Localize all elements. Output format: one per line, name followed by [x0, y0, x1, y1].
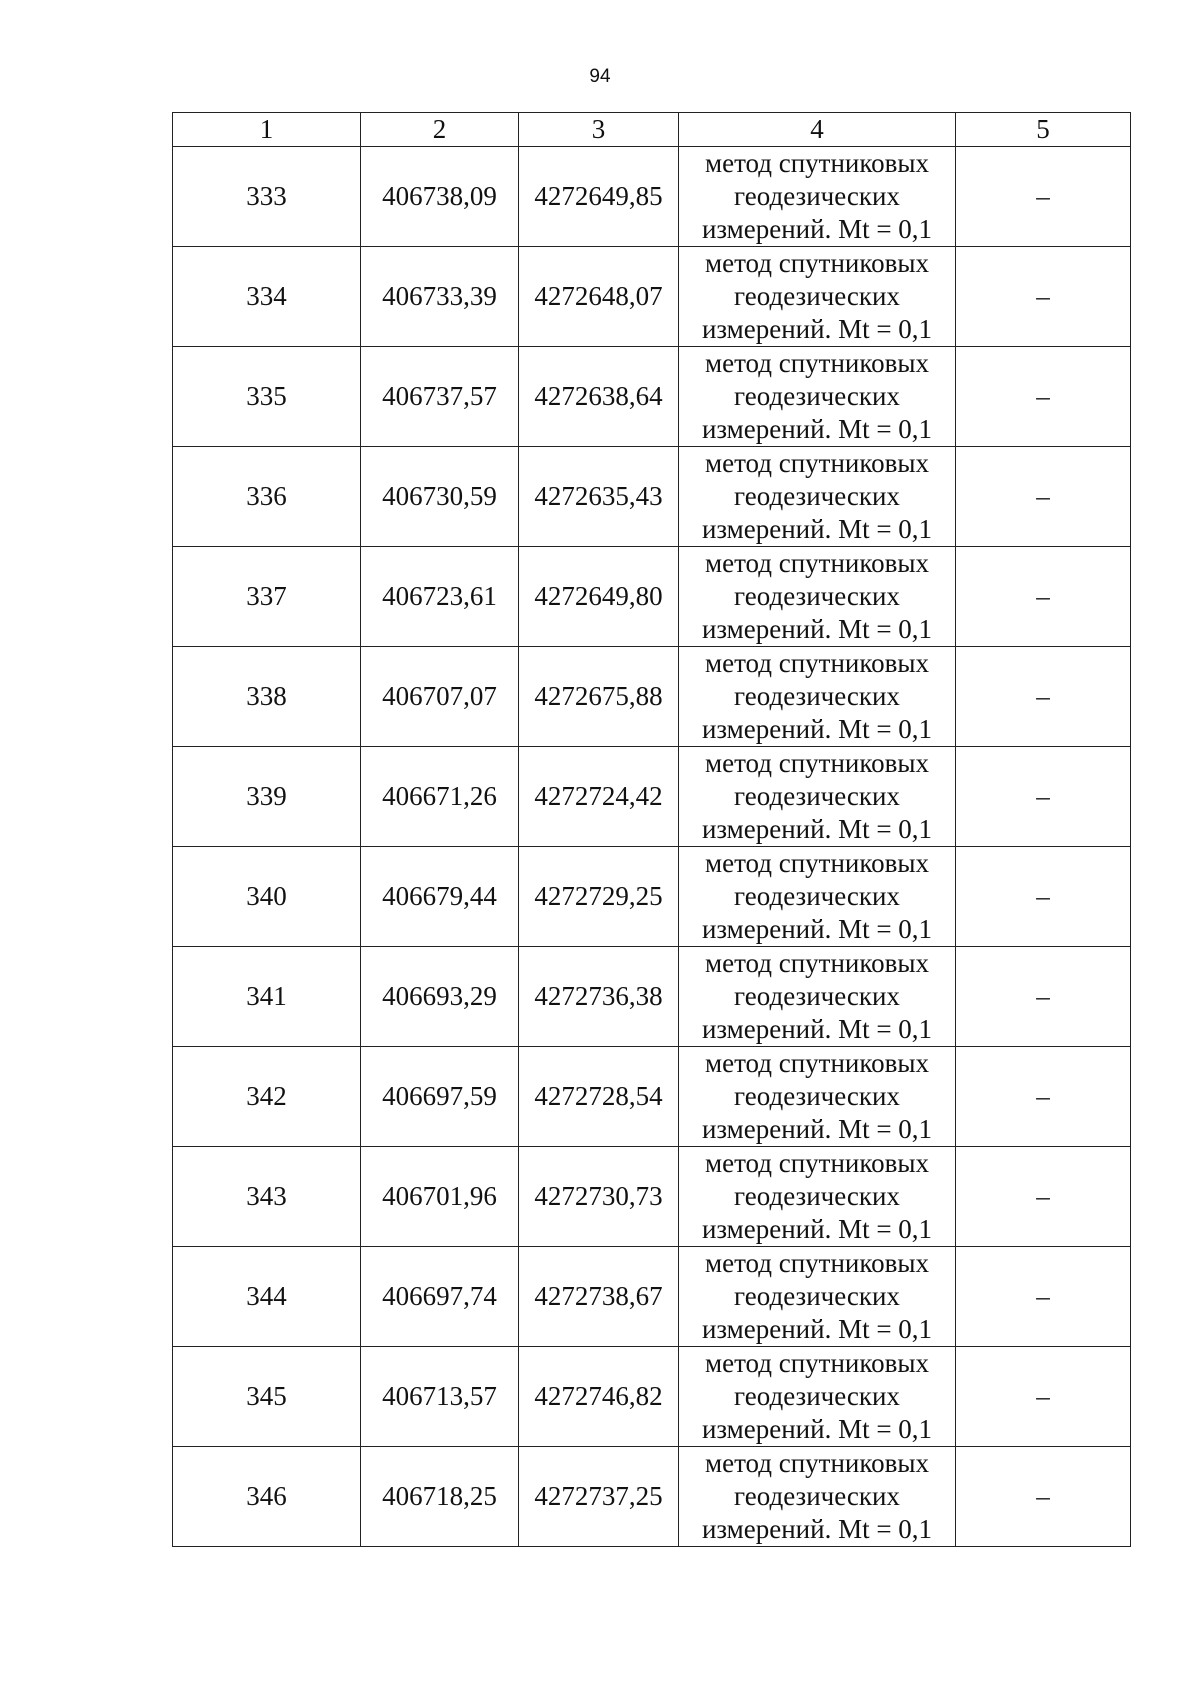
coordinate-y-cell: 4272728,54: [519, 1047, 679, 1147]
method-line: геодезических: [734, 481, 900, 511]
table-row: [173, 247, 1131, 347]
table-row: [173, 747, 1131, 847]
method-cell: [679, 947, 956, 1047]
method-cell: [679, 1347, 956, 1447]
method-line: измерений. Mt = 0,1: [701, 1314, 933, 1344]
method-line: метод спутниковых: [705, 948, 929, 978]
coordinate-x-cell: 406730,59: [361, 447, 519, 547]
method-line: измерений. Mt = 0,1: [701, 414, 933, 444]
method-cell: [679, 547, 956, 647]
method-line: измерений. Mt = 0,1: [701, 1014, 933, 1044]
method-line: измерений. Mt = 0,1: [701, 714, 933, 744]
note-cell: –: [956, 1247, 1131, 1347]
method-line: геодезических: [734, 1081, 900, 1111]
table-row: [173, 1047, 1131, 1147]
table-row: [173, 847, 1131, 947]
point-number-cell: 346: [173, 1447, 361, 1547]
coordinate-y-cell: 4272675,88: [519, 647, 679, 747]
method-line: геодезических: [734, 1181, 900, 1211]
method-line: измерений. Mt = 0,1: [701, 314, 933, 344]
table-row: [173, 347, 1131, 447]
note-cell: –: [956, 547, 1131, 647]
table-row: [173, 147, 1131, 247]
coordinate-y-cell: 4272638,64: [519, 347, 679, 447]
coordinate-y-cell: 4272724,42: [519, 747, 679, 847]
method-line: метод спутниковых: [705, 448, 929, 478]
coordinate-x-cell: 406697,74: [361, 1247, 519, 1347]
method-cell: [679, 347, 956, 447]
method-line: геодезических: [734, 781, 900, 811]
note-cell: –: [956, 1447, 1131, 1547]
method-cell: [679, 147, 956, 247]
table-row: [173, 447, 1131, 547]
method-line: метод спутниковых: [705, 1448, 929, 1478]
coordinate-x-cell: 406697,59: [361, 1047, 519, 1147]
note-cell: –: [956, 147, 1131, 247]
point-number-cell: 333: [173, 147, 361, 247]
method-line: геодезических: [734, 381, 900, 411]
point-number-cell: 336: [173, 447, 361, 547]
header-col-1: 1: [173, 113, 361, 147]
table-header-row: [173, 113, 1131, 147]
table-row: [173, 1147, 1131, 1247]
coordinate-x-cell: 406737,57: [361, 347, 519, 447]
method-line: метод спутниковых: [705, 848, 929, 878]
method-line: геодезических: [734, 581, 900, 611]
point-number-cell: 337: [173, 547, 361, 647]
point-number-cell: 345: [173, 1347, 361, 1447]
method-line: метод спутниковых: [705, 1148, 929, 1178]
method-cell: [679, 1147, 956, 1247]
table-body: [173, 147, 1131, 1547]
method-cell: [679, 1047, 956, 1147]
header-col-4: 4: [679, 113, 956, 147]
note-cell: –: [956, 1347, 1131, 1447]
method-line: геодезических: [734, 1381, 900, 1411]
header-col-5: 5: [956, 113, 1131, 147]
method-line: измерений. Mt = 0,1: [701, 1414, 933, 1444]
method-line: измерений. Mt = 0,1: [701, 1214, 933, 1244]
method-line: геодезических: [734, 981, 900, 1011]
coordinate-y-cell: 4272737,25: [519, 1447, 679, 1547]
coordinate-x-cell: 406679,44: [361, 847, 519, 947]
coordinate-x-cell: 406701,96: [361, 1147, 519, 1247]
point-number-cell: 342: [173, 1047, 361, 1147]
table-row: [173, 1447, 1131, 1547]
method-cell: [679, 647, 956, 747]
method-cell: [679, 447, 956, 547]
coordinate-y-cell: 4272746,82: [519, 1347, 679, 1447]
coordinate-x-cell: 406671,26: [361, 747, 519, 847]
method-line: геодезических: [734, 1281, 900, 1311]
table-row: [173, 1347, 1131, 1447]
point-number-cell: 335: [173, 347, 361, 447]
coordinate-y-cell: 4272635,43: [519, 447, 679, 547]
note-cell: –: [956, 247, 1131, 347]
method-line: измерений. Mt = 0,1: [701, 1514, 933, 1544]
method-line: измерений. Mt = 0,1: [701, 914, 933, 944]
coordinate-y-cell: 4272730,73: [519, 1147, 679, 1247]
method-cell: [679, 747, 956, 847]
point-number-cell: 343: [173, 1147, 361, 1247]
method-cell: [679, 1447, 956, 1547]
coordinate-x-cell: 406693,29: [361, 947, 519, 1047]
table-row: [173, 647, 1131, 747]
coordinate-y-cell: 4272729,25: [519, 847, 679, 947]
method-line: метод спутниковых: [705, 348, 929, 378]
coordinate-x-cell: 406738,09: [361, 147, 519, 247]
method-cell: [679, 847, 956, 947]
method-line: измерений. Mt = 0,1: [701, 1114, 933, 1144]
method-line: измерений. Mt = 0,1: [701, 514, 933, 544]
coordinate-x-cell: 406723,61: [361, 547, 519, 647]
header-col-2: 2: [361, 113, 519, 147]
method-line: метод спутниковых: [705, 1248, 929, 1278]
table-row: [173, 1247, 1131, 1347]
method-line: измерений. Mt = 0,1: [701, 814, 933, 844]
note-cell: –: [956, 1147, 1131, 1247]
method-line: метод спутниковых: [705, 648, 929, 678]
note-cell: –: [956, 947, 1131, 1047]
method-line: измерений. Mt = 0,1: [701, 614, 933, 644]
page-number: 94: [589, 66, 611, 87]
coordinate-x-cell: 406707,07: [361, 647, 519, 747]
method-line: метод спутниковых: [705, 1048, 929, 1078]
coordinate-y-cell: 4272738,67: [519, 1247, 679, 1347]
coordinate-y-cell: 4272648,07: [519, 247, 679, 347]
method-line: метод спутниковых: [705, 548, 929, 578]
method-line: метод спутниковых: [705, 1348, 929, 1378]
method-line: измерений. Mt = 0,1: [701, 214, 933, 244]
note-cell: –: [956, 1047, 1131, 1147]
coordinate-x-cell: 406713,57: [361, 1347, 519, 1447]
method-line: геодезических: [734, 681, 900, 711]
point-number-cell: 339: [173, 747, 361, 847]
method-line: метод спутниковых: [705, 148, 929, 178]
note-cell: –: [956, 447, 1131, 547]
coordinate-y-cell: 4272649,85: [519, 147, 679, 247]
note-cell: –: [956, 747, 1131, 847]
method-line: геодезических: [734, 281, 900, 311]
coordinate-x-cell: 406733,39: [361, 247, 519, 347]
method-line: геодезических: [734, 881, 900, 911]
note-cell: –: [956, 647, 1131, 747]
table-row: [173, 947, 1131, 1047]
point-number-cell: 334: [173, 247, 361, 347]
coordinates-table: [172, 112, 1131, 1547]
table-row: [173, 547, 1131, 647]
method-line: геодезических: [734, 181, 900, 211]
note-cell: –: [956, 847, 1131, 947]
method-cell: [679, 247, 956, 347]
method-line: геодезических: [734, 1481, 900, 1511]
method-cell: [679, 1247, 956, 1347]
method-line: метод спутниковых: [705, 248, 929, 278]
coordinate-y-cell: 4272736,38: [519, 947, 679, 1047]
point-number-cell: 344: [173, 1247, 361, 1347]
coordinate-x-cell: 406718,25: [361, 1447, 519, 1547]
method-line: метод спутниковых: [705, 748, 929, 778]
point-number-cell: 340: [173, 847, 361, 947]
note-cell: –: [956, 347, 1131, 447]
point-number-cell: 338: [173, 647, 361, 747]
coordinate-y-cell: 4272649,80: [519, 547, 679, 647]
point-number-cell: 341: [173, 947, 361, 1047]
header-col-3: 3: [519, 113, 679, 147]
